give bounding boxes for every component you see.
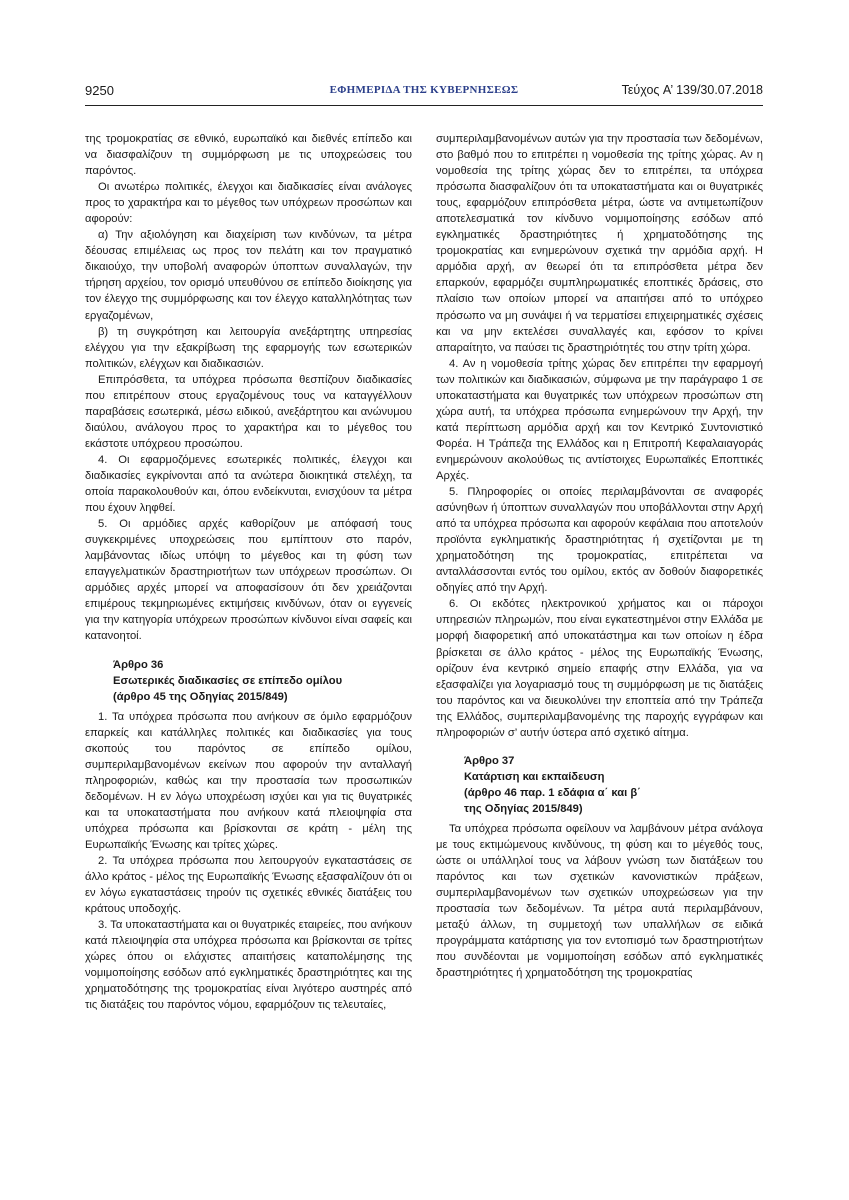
issue-reference: Τεύχος A’ 139/30.07.2018 [621, 83, 763, 97]
article-reference: (άρθρο 46 παρ. 1 εδάφια α΄ και β΄ [464, 786, 641, 799]
article-title: Εσωτερικές διαδικασίες σε επίπεδο ομίλου [113, 674, 343, 687]
article-36-heading [113, 657, 412, 705]
paragraph: Οι ανωτέρω πολιτικές, έλεγχοι και διαδικασίες είναι ανάλογες προς το χαρακτήρα και το μέγεθος των υπόχρεων προσώπων και αφορούν: [85, 181, 412, 226]
paragraph: 4. Οι εφαρμοζόμενες εσωτερικές πολιτικές, έλεγχοι και διαδικασίες εγκρίνονται από τα ανώτερα διοικητικά στελέχη, τα οποία παρακολουθούν και, όπου ενδείκνυται, ενισχύουν τα μέτρα που έχουν ληφθεί. [85, 453, 412, 515]
article-37-heading [464, 753, 763, 817]
paragraph: 4. Αν η νομοθεσία τρίτης χώρας δεν επιτρέπει την εφαρμογή των πολιτικών και διαδικασιών, σύμφωνα με την παράγραφο 1 σε υποκαταστήματα και θυγατρικές των υπόχρεων προσώπων στη χώρα αυτή, τα υπόχρεα πρόσωπα ενημερώνουν την Αρχή, την κατά περίπτωση αρμόδια αρχή και τον Κεντρικό Συντονιστικό Φορέα. Η Τράπεζα της Ελλάδος και η Επιτροπή Κεφαλαιαγοράς ενημερώνουν ακολούθως τις αντίστοιχες Ευρωπαϊκές Εποπτικές Αρχές. [436, 357, 763, 482]
paragraph: 3. Τα υποκαταστήματα και οι θυγατρικές εταιρείες, που ανήκουν κατά πλειοψηφία στα υπόχρεα πρόσωπα και βρίσκονται σε τρίτες χώρες όπου οι ελάχιστες απαιτήσεις καταπολέμησης της νομιμοποίησης εσόδων από εγκληματικές δραστηριότητες και της χρηματοδότησης της τρομοκρατίας είναι λιγότερο αυστηρές από τις διατάξεις του παρόντος νόμου, εφαρμόζουν τις τελευταίες, [85, 919, 412, 1012]
paragraph: α) Την αξιολόγηση και διαχείριση των κινδύνων, τα μέτρα δέουσας επιμέλειας ως προς τον πελάτη και τον πραγματικό δικαιούχο, την υποβολή αναφορών ύποπτων συναλλαγών, την τήρηση αρχείου, τον ορισμό υπευθύνου σε επίπεδο διοίκησης για τον έλεγχο της συμμόρφωσης και τον έλεγχο καταλληλότητας των εργαζομένων, [85, 229, 412, 322]
header-rule [85, 105, 763, 106]
paragraph: συμπεριλαμβανομένων αυτών για την προστασία των δεδομένων, στο βαθμό που το επιτρέπει η νομοθεσία της τρίτης χώρας. Αν η νομοθεσία της τρίτης χώρας δεν το επιτρέπει, τα υπόχρεα πρόσωπα διασφαλίζουν ότι τα υποκαταστήματα και οι θυγατρικές τους, εφαρμόζουν επιπρόσθετα μέτρα, ώστε να αντιμετωπίζουν αποτελεσματικά τον κίνδυνο νομιμοποίησης εσόδων από εγκληματικές δραστηριότητες ή χρηματοδότησης της τρομοκρατίας και ενημερώνουν σχετικά την αρμόδια αρχή. Η αρμόδια αρχή, αν θεωρεί ότι τα επιπρόσθετα μέτρα δεν επαρκούν, εφαρμόζει συμπληρωματικές εποπτικές δράσεις, στο πλαίσιο των οποίων μπορεί να απαιτήσει από το υπόχρεο πρόσωπο να μη συνάψει ή να τερματίσει επιχειρηματικές σχέσεις και να μην εκτελέσει συναλλαγές και, εφόσον το κρίνει απαραίτητο, να παύσει τις δραστηριότητές του στην τρίτη χώρα. [436, 133, 763, 354]
gazette-title: ΕΦΗΜΕΡΙΔΑ ΤΗΣ ΚΥΒΕΡΝΗΣΕΩΣ [329, 84, 519, 96]
article-title: Κατάρτιση και εκπαίδευση [464, 770, 605, 783]
paragraph: β) τη συγκρότηση και λειτουργία ανεξάρτητης υπηρεσίας ελέγχου για την εξακρίβωση της εφαρμογής των εσωτερικών πολιτικών, ελέγχων και διαδικασιών. [85, 325, 412, 370]
paragraph: της τρομοκρατίας σε εθνικό, ευρωπαϊκό και διεθνές επίπεδο και να διασφαλίζουν τη συμμόρφωση με τις υποχρεώσεις του παρόντος. [85, 133, 412, 178]
article-reference: (άρθρο 45 της Οδηγίας 2015/849) [113, 690, 288, 703]
page-number: 9250 [85, 83, 114, 98]
left-column [85, 131, 412, 1013]
paragraph: Τα υπόχρεα πρόσωπα οφείλουν να λαμβάνουν μέτρα ανάλογα με τους εκτιμώμενους κινδύνους, τη φύση και το μέγεθός τους, ώστε οι υπάλληλοί τους να λάβουν γνώση των διατάξεων του παρόντος και των σχετικών κανονιστικών πράξεων, συμπεριλαμβανομένων των σχετικών υποχρεώσεων για την προστασία των δεδομένων. Τα μέτρα αυτά περιλαμβάνουν, μεταξύ άλλων, τη συμμετοχή των υπαλλήλων σε ειδικά προγράμματα κατάρτισης για τον εντοπισμό των δραστηριοτήτων που συνδέονται με νομιμοποίηση εσόδων από εγκληματικές δραστηριότητες ή χρηματοδότηση της τρομοκρατίας [436, 822, 763, 980]
paragraph: Επιπρόσθετα, τα υπόχρεα πρόσωπα θεσπίζουν διαδικασίες που επιτρέπουν στους εργαζομένους τους να καταγγέλλουν παραβάσεις εσωτερικά, μέσω ειδικού, ανεξάρτητου και ανώνυμου διαύλου, ανάλογου προς το χαρακτήρα και το μέγεθος του εκάστοτε υπόχρεου προσώπου. [85, 373, 412, 450]
article-number: Άρθρο 37 [464, 754, 515, 767]
paragraph: 6. Οι εκδότες ηλεκτρονικού χρήματος και οι πάροχοι υπηρεσιών πληρωμών, που είναι εγκατεστημένοι στην Ελλάδα με μορφή διαφορετική από υποκατάστημα και των οποίων η έδρα βρίσκεται σε άλλο κράτος - μέλος της Ευρωπαϊκής Ένωσης, ορίζουν ένα κεντρικό σημείο επαφής στην Ελλάδα, για να εξασφαλίζει για λογαριασμό τους τη συμμόρφωση με τις διατάξεις του παρόντος και να διευκολύνει την εποπτεία από την Τράπεζα της Ελλάδος, συμπεριλαμβανομένης της παροχής εγγράφων και πληροφοριών σ’ αυτήν ύστερα από σχετικό αίτημα. [436, 598, 763, 739]
right-column [436, 131, 763, 981]
page-header [85, 83, 763, 103]
article-reference: της Οδηγίας 2015/849) [464, 802, 583, 815]
paragraph: 5. Πληροφορίες οι οποίες περιλαμβάνονται σε αναφορές ασύνηθων ή ύποπτων συναλλαγών που υποβάλλονται στην Αρχή από τα υπόχρεα πρόσωπα και αφορούν κεφάλαια που αποτελούν προϊόντα εγκληματικής δραστηριότητας ή σχετίζονται με τη χρηματοδότηση της τρομοκρατίας, επιτρέπεται να ανταλλάσσονται εντός του ομίλου, εκτός αν δοθούν διαφορετικές οδηγίες από την Αρχή. [436, 486, 763, 595]
paragraph: 1. Τα υπόχρεα πρόσωπα που ανήκουν σε όμιλο εφαρμόζουν επαρκείς και κατάλληλες πολιτικές και διαδικασίες για τους σκοπούς του παρόντος σε επίπεδο ομίλου, συμπεριλαμβανομένων εκείνων που αφορούν την ανταλλαγή πληροφοριών, καθώς και την προστασία των προσωπικών δεδομένων. Η εν λόγω υποχρέωση ισχύει και για τις θυγατρικές και τα υποκαταστήματα που ανήκουν κατά πλειοψηφία στα υπόχρεα πρόσωπα και βρίσκονται σε κράτη - μέλη της Ευρωπαϊκής Ένωσης και τρίτες χώρες. [85, 710, 412, 851]
paragraph: 2. Τα υπόχρεα πρόσωπα που λειτουργούν εγκαταστάσεις σε άλλο κράτος - μέλος της Ευρωπαϊκής Ένωσης εξασφαλίζουν ότι οι εν λόγω εγκαταστάσεις τηρούν τις σχετικές εθνικές διατάξεις του κράτους υποδοχής. [85, 854, 412, 916]
article-number: Άρθρο 36 [113, 658, 164, 671]
paragraph: 5. Οι αρμόδιες αρχές καθορίζουν με απόφασή τους συγκεκριμένες υποχρεώσεις που εμπίπτουν στο παρόν, λαμβάνοντας ιδίως υπόψη το μέγεθος και τη φύση των επαγγελματικών δραστηριοτήτων των υπόχρεων προσώπων. Οι αρμόδιες αρχές μπορεί να αποφασίσουν ότι δεν χρειάζονται επιμέρους τεκμηριωμένες εκτιμήσεις κινδύνων, όταν οι εγγενείς για την κατηγορία υπόχρεων προσώπων κίνδυνοι είναι σαφείς και κατανοητοί. [85, 518, 412, 643]
